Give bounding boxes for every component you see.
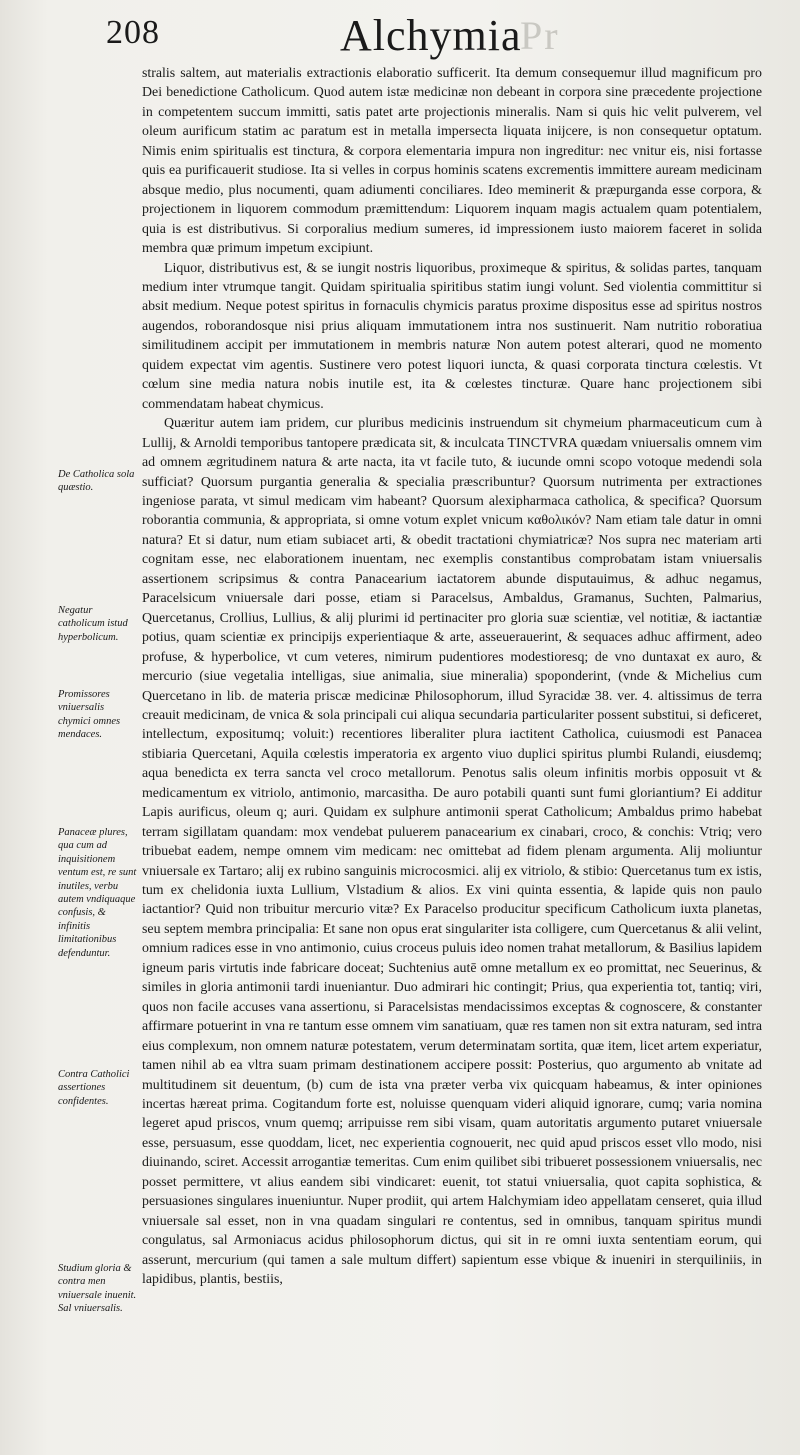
margin-note: Promissores vniuersalis chymici omnes mendaces. — [58, 689, 121, 741]
page-number: 208 — [106, 14, 160, 51]
margin-note: Panaceæ plures, qua cum ad inquisitionem ventum est, re sunt inutiles, verbu autem vndiquaque confusis, & infinitis limitationibus defenduntur. — [58, 827, 137, 959]
paragraph: stralis saltem, aut materialis extractionis elaboratio sufficerit. Ita demum consequemur illud magnificum pro Dei benedictione Catholicum. Quod autem istæ medicinæ non debeant in corpora sine præcedente projectione in competentem succum immitti, satis patet arte projectionis mineralis. Nam si quis hic velit pulverem, vel oleum aurificum statim ac paratum est in metalla impersecta liquata inijcere, is non consequetur optatum. Nimis enim spiritualis est tinctura, & corpora elementaria impura non ingreditur: nec vnitur eis, nisi fortasse quis ea purificauerit studiose. Ita si velles in corpus hominis scatens excrementis immittere auream medicinam absque medio, plus nocumenti, quam adiumenti conciliares. Ideo meminerit & præpurganda esse corpora, & projectionem in liquorem commodum præmittendum: Liquorem inquam magis actualem quam potentialem, quia is est distributivus. Si corporalius medium sumeres, id impressionem iusto maiorem faceret in solida membra quæ primum impetum excipiunt. — [142, 66, 762, 257]
running-title: Alchymia — [340, 11, 522, 60]
paragraph: Quæritur autem iam pridem, cur pluribus medicinis instruendum sit chymeium pharmaceuticum cum à Lullij, & Arnoldi temporibus tantopere prædicata sit, & inculcata TINCTVRA quædam vniuersalis omnem vim ad omnem ægritudinem natura & arte nacta, ita vt facile tuto, & iucunde omni scopo votoque medendi sola sufficiat? Quorsum purgantia generalia & specialia præscribuntur? Quorsum nutrimenta per extractiones ingeniose parata, vt simul medicam vim habeant? Quorsum alexipharmaca catholica, & specifica? Quorsum roborantia communia, & appropriata, si omne votum explet vnicum καθολικόν? Nam etiam tale datur in omni natura? Et si datur, num etiam subiacet arti, & obedit tractationi chymiatricæ? Nos supra nec materiam arti cognitam esse, nec elaborationem inuentam, nec exemplis constantibus comprobatam istam vniuersalis assertionem scripsimus & contra Panacearium iactatorem abunde disputauimus, & adhuc negamus, Paracelsicum vniuersale dari posse, etiam si Paracelsus, Ambaldus, Gramanus, Suchten, Palmarius, Quercetanus, Crollius, Lullius, & alij plurimi id pertinaciter pro gloria suæ scientiæ, vel notitiæ, & iactantiæ potius, quam scientiæ ex principijs experientiaque & arte, asseuerauerint, & sequaces adhuc affirment, adeo profuse, & hyperbolice, vt cum veteres, nimirum pudentiores modestioresq; de vno duntaxat ex auro, & mercurio (siue vegetalia intelligas, siue animalia, siue mineralia) spoponderint, (vnde & Michelius cum Quercetano in lib. de materia priscæ medicinæ Philosophorum, illud Syracidæ 38. ver. 4. altissimus de terra creauit medicinam, de vnica & sola principali cui aliqua secundaria particulariter possent substitui, si deficeret, intellectum, expositumq; voluit:) recentiores liberaliter plura iactitent Catholica, cuiusmodi est Panacea stibiaria Quercetani, Aquila cœlestis imperatoria ex argento viuo duplici spiritus plumbi Rulandi, eiusdemq; aqua benedicta ex terra sancta vel croco metallorum. Penotus salis oleum infinitis morbis opposuit vt & medicamentum ex vitriolo, antimonio, marcasitha. De auro potabili quanti sunt fumi gloriantium? Ei additur Lapis aurificus, oleum q; auri. Quidam ex sulphure antimonii sperat Catholicum; Ambaldus primo habebat terram sigillatam quandam: mox vendebat puluerem panacearium ex cinabari, croco, & conchis: Vtriq; vero tribuebat eadem, nempe omnem vim medicam: nec omittebat ad fidem plenam argumenta. Alij moliuntur vniuersale ex Tartaro; alij ex rubino sanguinis microcosmici. alij ex vitriolo, & stibio: Quercetanus tum ex istis, tum ex chelidonia iuxta Lullium, Vlstadium & alios. Ex vini quinta essentia, & lapide quis non paulo iactantior? Quid non tribuitur mercurio vitæ? Ex Paracelso producitur specificum Catholicum iuxta planetas, seu septem membra principalia: Et sane non opus erat singulariter ista colligere, cum Quercetanus & alii velint, omnium radices esse in vno antimonio, cuius croceus puluis ideo nomen trahat metallorum, & Basilius lapidem igneum paris virtutis inde fabricare doceat; Suchtenius autē omne metallum ex eo promittat, nec Seuerinus, & similes in gloria antimonii tardi inueniantur. Duo admirari hic contingit; Prius, qua experientia tot, tantiq; viri, quos non facile accuses vana assertionu, si Paracelsistas mendacissimos exceptas & cognoscere, & constanter affirmare potuerint in vna re tantum esse omnem vim sanatiuam, quæ res tamen non sit extra naturam, sed intra eius complexum, non omnem naturæ potestatem, verum determinatam sortita, quæ item, licet artem experiatur, tamen nihil ab ea vltra suam primam destinationem accipere possit: Posterius, quo argumento ab vnitate ad multitudinem sit deuentum, (b) cum de ista vna præter verba vix quicquam habeamus, & inter opiniones incertas hæreat prima. Cogitandum forte est, noluisse quenquam videri aliquid ignorare, cumq; varia nomina legeret apud priscos, vnum quemq; arripuisse rem sibi visam, quam autoritatis argumento putaret vniuersale esse, persuasum, esse quoddam, licet, nec experientia cognouerit, nec quid apud priscos esset vllo modo, nisi diuinando, sciret. Accessit arrogantiæ temeritas. Cum enim quilibet sibi tribueret possessionem vniuersalis, nec posset permittere, vt alius eandem sibi vindicaret: euenit, tot statui vniuersalia, quot capita sophistica, & persuasiones singulares inueniuntur. Nuper prodiit, qui artem Halchymiam ideo appellatam censeret, quia illud vniuersale sal esset, non in vna quadam singulari re contentus, sed in omnibus, tanquam spiritus mundi congulatus, sal Armoniacus acidus philosophorum dictus, qui sit in re omni iuxta sententiam eorum, qui asserunt, mercurium (qui tamen a sale multum differt) sapientum esse vbique & inueniri in sterquiliniis, in lapidibus, plantis, bestiis, — [142, 416, 762, 1288]
main-text — [142, 64, 762, 1290]
paragraph: Liquor, distributivus est, & se iungit nostris liquoribus, proximeque & spiritus, & solidas partes, tanquam medium inter vtrumque tangit. Quidam spiritualia spiritibus statim iungi volunt. Sed violentia committitur si absit medium. Neque potest spiritus in fornaculis chymicis paratus proxime dispositus esse ad spiritus nostros augendos, roborandosque nisi prius aliquam immutationem intra nos sustinuerit. Nam nutritio roboratiua similitudinem accipit per immutationem in membris naturæ Non autem potest alterari, quod ne momento quidem expectat vim agentis. Sustinere vero potest liquori iuncta, & quasi corporata tinctura cœlestis. Vt cœlum sine media natura nobis inutile est, ita & cœlestes tincturæ. Quare hanc projectionem sibi commendatam habeat chymicus. — [142, 260, 762, 412]
margin-note: Negatur catholicum istud hyperbolicum. — [58, 605, 128, 643]
margin-note: De Catholica sola quæstio. — [58, 469, 135, 494]
margin-note: Contra Catholici assertiones confidentes. — [58, 1069, 130, 1107]
bleed-through-ghost: Pr — [520, 13, 560, 58]
margin-note: Studium gloria & contra men vniuersale inuenit. Sal vniuersalis. — [58, 1263, 137, 1315]
